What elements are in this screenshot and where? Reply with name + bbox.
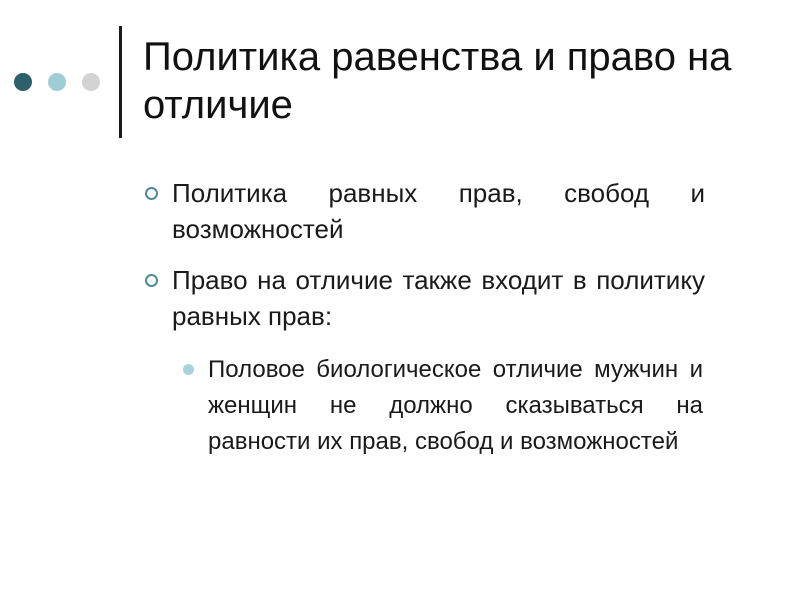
slide-title: Политика равенства и право на отличие xyxy=(143,35,732,127)
sub-bullet-text: Половое биологическое отличие мужчин и женщин не должно сказываться на равности их прав, свобод и возможностей xyxy=(208,356,703,455)
bullet-item xyxy=(145,175,705,247)
bullet-text: Политика равных прав, свобод и возможностей xyxy=(172,178,705,244)
bullet-text: Право на отличие также входит в политику равных прав: xyxy=(172,265,705,331)
ring-bullet-icon xyxy=(145,274,158,287)
ring-bullet-icon xyxy=(145,187,158,200)
disc-bullet-icon xyxy=(183,364,194,375)
sub-bullet-item xyxy=(183,352,703,460)
bullet-item xyxy=(145,262,705,334)
